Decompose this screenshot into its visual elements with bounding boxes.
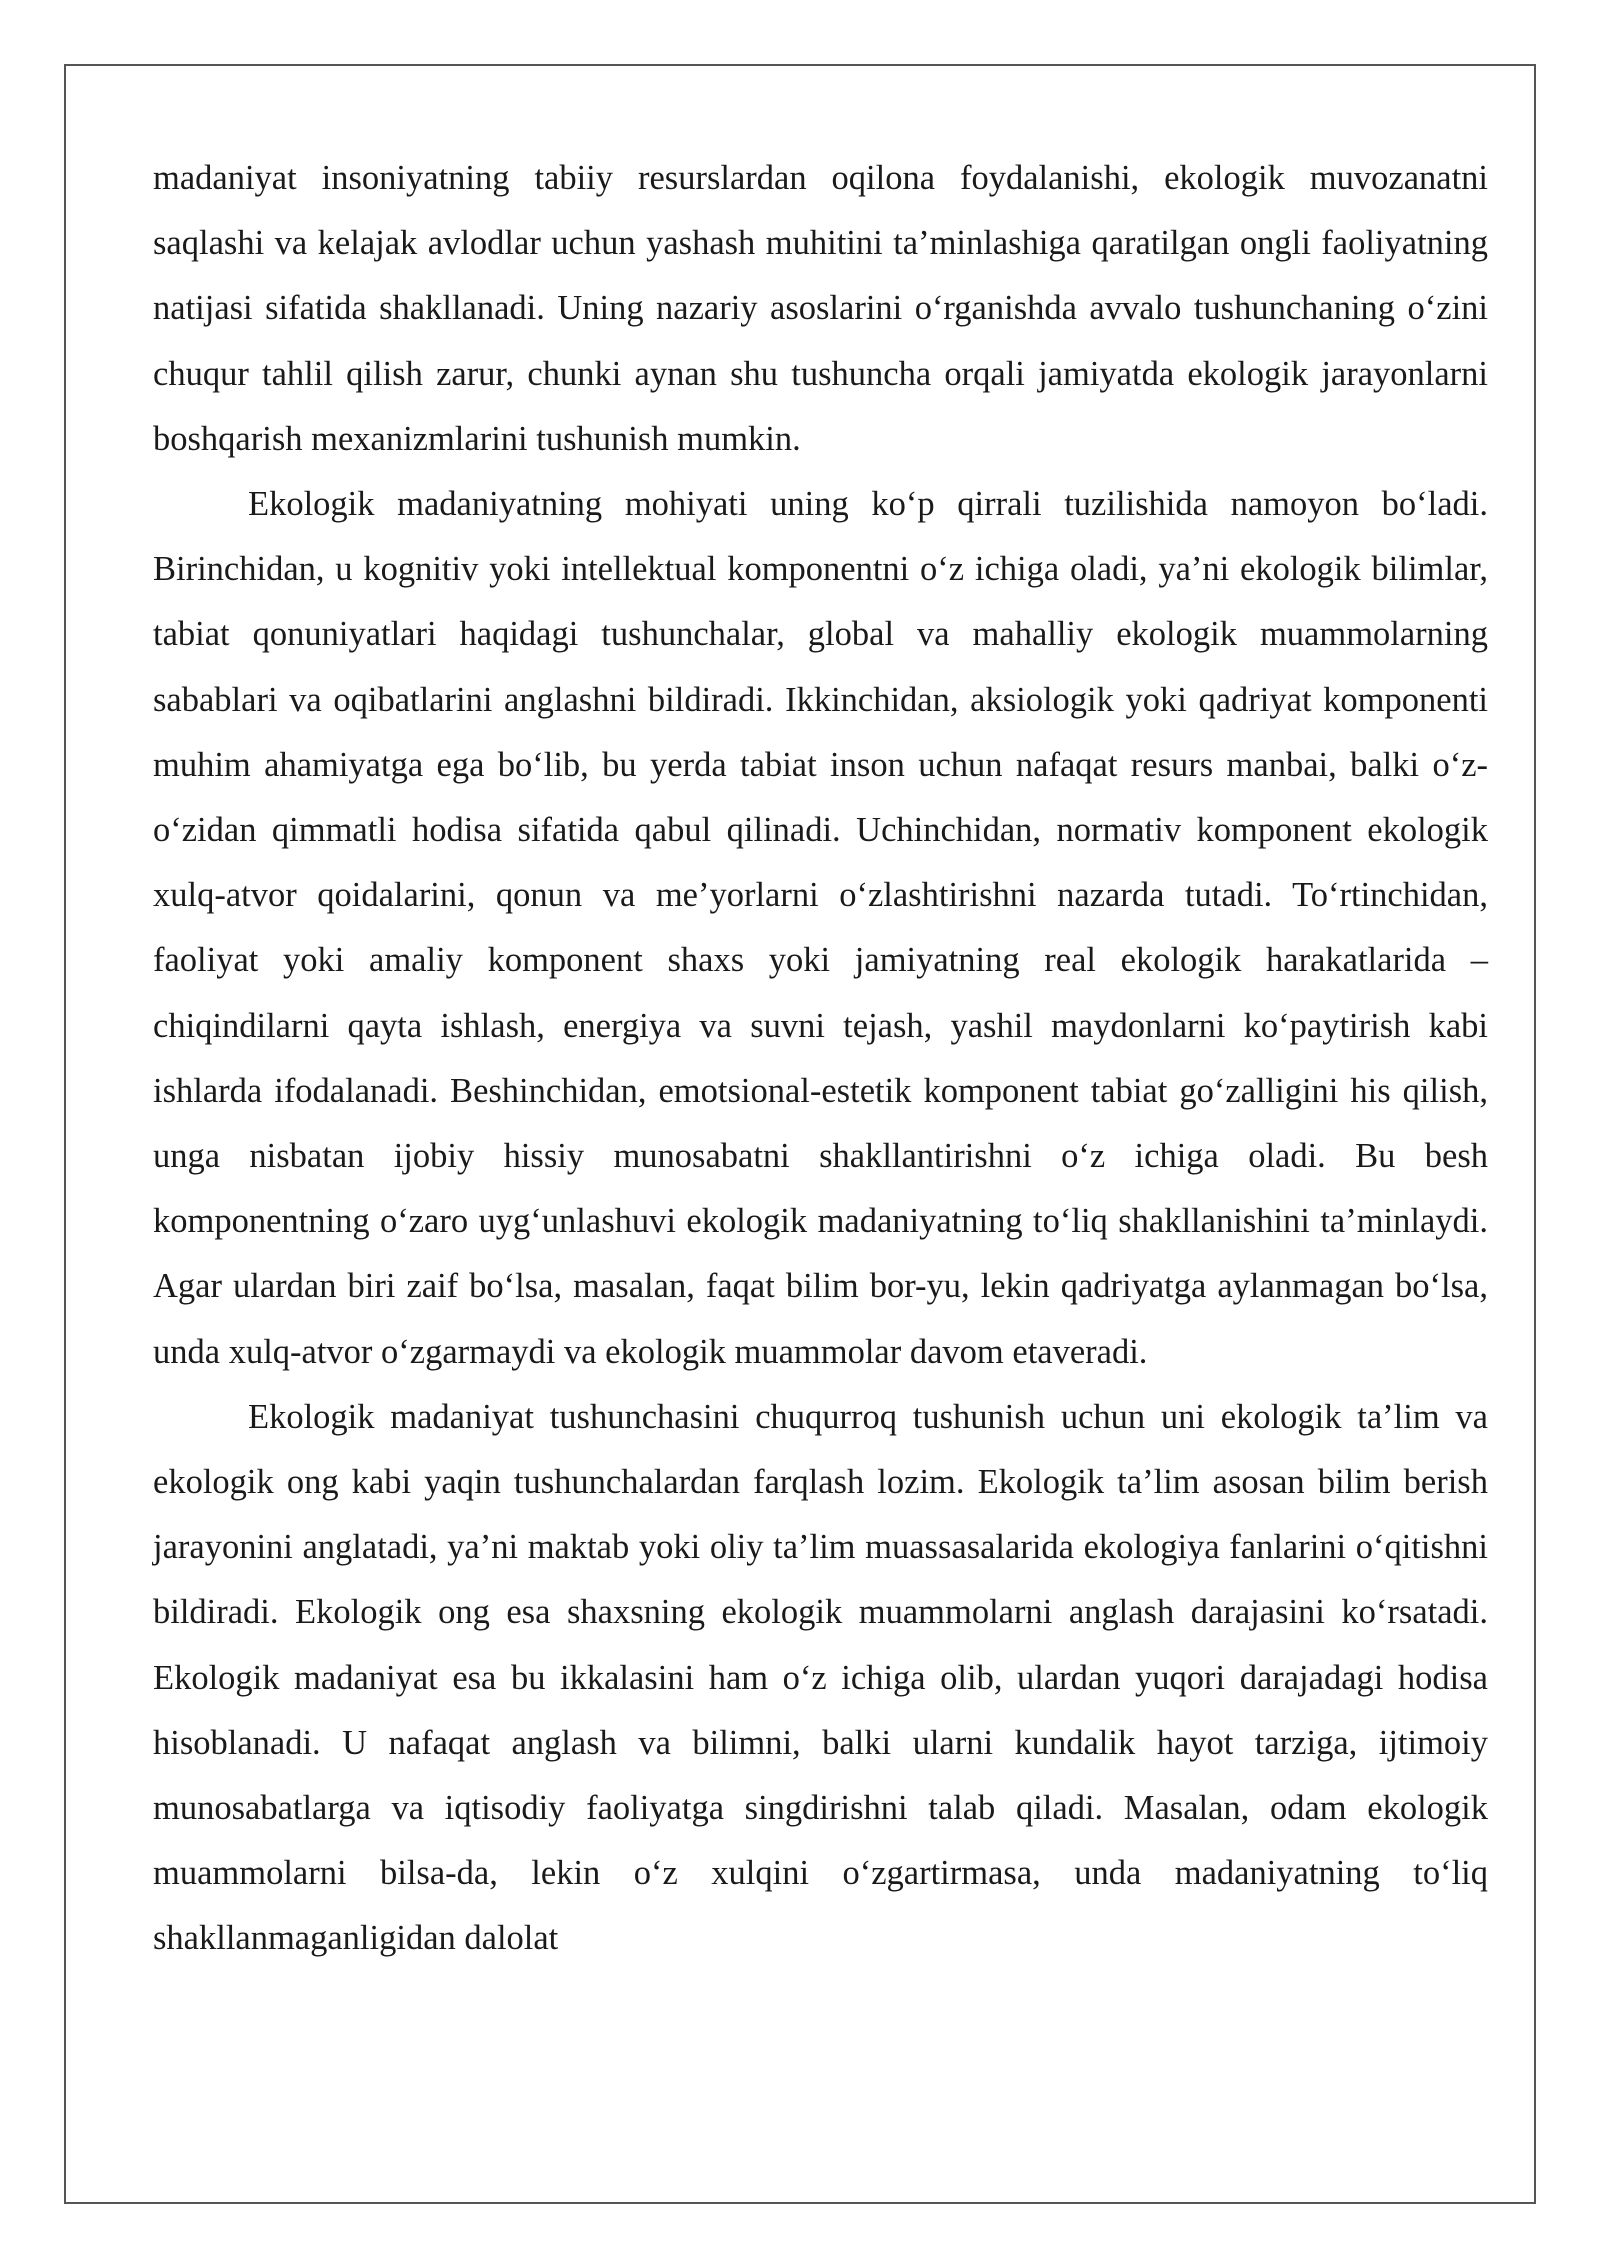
document-body bbox=[153, 146, 1488, 1972]
paragraph-2: Ekologik madaniyatning mohiyati uning ko‘p qirrali tuzilishida namoyon bo‘ladi. Birinchidan, u kognitiv yoki intellektual komponentni o‘z ichiga oladi, ya’ni ekologik bilimlar, tabiat qonuniyatlari haqidagi tushunchalar, global va mahalliy ekologik muammolarning sabablari va oqibatlarini anglashni bildiradi. Ikkinchidan, aksiologik yoki qadriyat komponenti muhim ahamiyatga ega bo‘lib, bu yerda tabiat inson uchun nafaqat resurs manbai, balki o‘z-o‘zidan qimmatli hodisa sifatida qabul qilinadi. Uchinchidan, normativ komponent ekologik xulq-atvor qoidalarini, qonun va me’yorlarni o‘zlashtirishni nazarda tutadi. To‘rtinchidan, faoliyat yoki amaliy komponent shaxs yoki jamiyatning real ekologik harakatlarida – chiqindilarni qayta ishlash, energiya va suvni tejash, yashil maydonlarni ko‘paytirish kabi ishlarda ifodalanadi. Beshinchidan, emotsional-estetik komponent tabiat go‘zalligini his qilish, unga nisbatan ijobiy hissiy munosabatni shakllantirishni o‘z ichiga oladi. Bu besh komponentning o‘zaro uyg‘unlashuvi ekologik madaniyatning to‘liq shakllanishini ta’minlaydi. Agar ulardan biri zaif bo‘lsa, masalan, faqat bilim bor-yu, lekin qadriyatga aylanmagan bo‘lsa, unda xulq-atvor o‘zgarmaydi va ekologik muammolar davom etaveradi. bbox=[153, 485, 1488, 1371]
paragraph-3: Ekologik madaniyat tushunchasini chuqurroq tushunish uchun uni ekologik ta’lim va ekologik ong kabi yaqin tushunchalardan farqlash lozim. Ekologik ta’lim asosan bilim berish jarayonini anglatadi, ya’ni maktab yoki oliy ta’lim muassasalarida ekologiya fanlarini o‘qitishni bildiradi. Ekologik ong esa shaxsning ekologik muammolarni anglash darajasini ko‘rsatadi. Ekologik madaniyat esa bu ikkalasini ham o‘z ichiga olib, ulardan yuqori darajadagi hodisa hisoblanadi. U nafaqat anglash va bilimni, balki ularni kundalik hayot tarziga, ijtimoiy munosabatlarga va iqtisodiy faoliyatga singdirishni talab qiladi. Masalan, odam ekologik muammolarni bilsa-da, lekin o‘z xulqini o‘zgartirmasa, unda madaniyatning to‘liq shakllanmaganligidan dalolat bbox=[153, 1397, 1488, 1958]
paragraph-1: madaniyat insoniyatning tabiiy resurslardan oqilona foydalanishi, ekologik muvozanatni saqlashi va kelajak avlodlar uchun yashash muhitini ta’minlashiga qaratilgan ongli faoliyatning natijasi sifatida shakllanadi. Uning nazariy asoslarini o‘rganishda avvalo tushunchaning o‘zini chuqur tahlil qilish zarur, chunki aynan shu tushuncha orqali jamiyatda ekologik jarayonlarni boshqarish mexanizmlarini tushunish mumkin. bbox=[153, 159, 1488, 458]
